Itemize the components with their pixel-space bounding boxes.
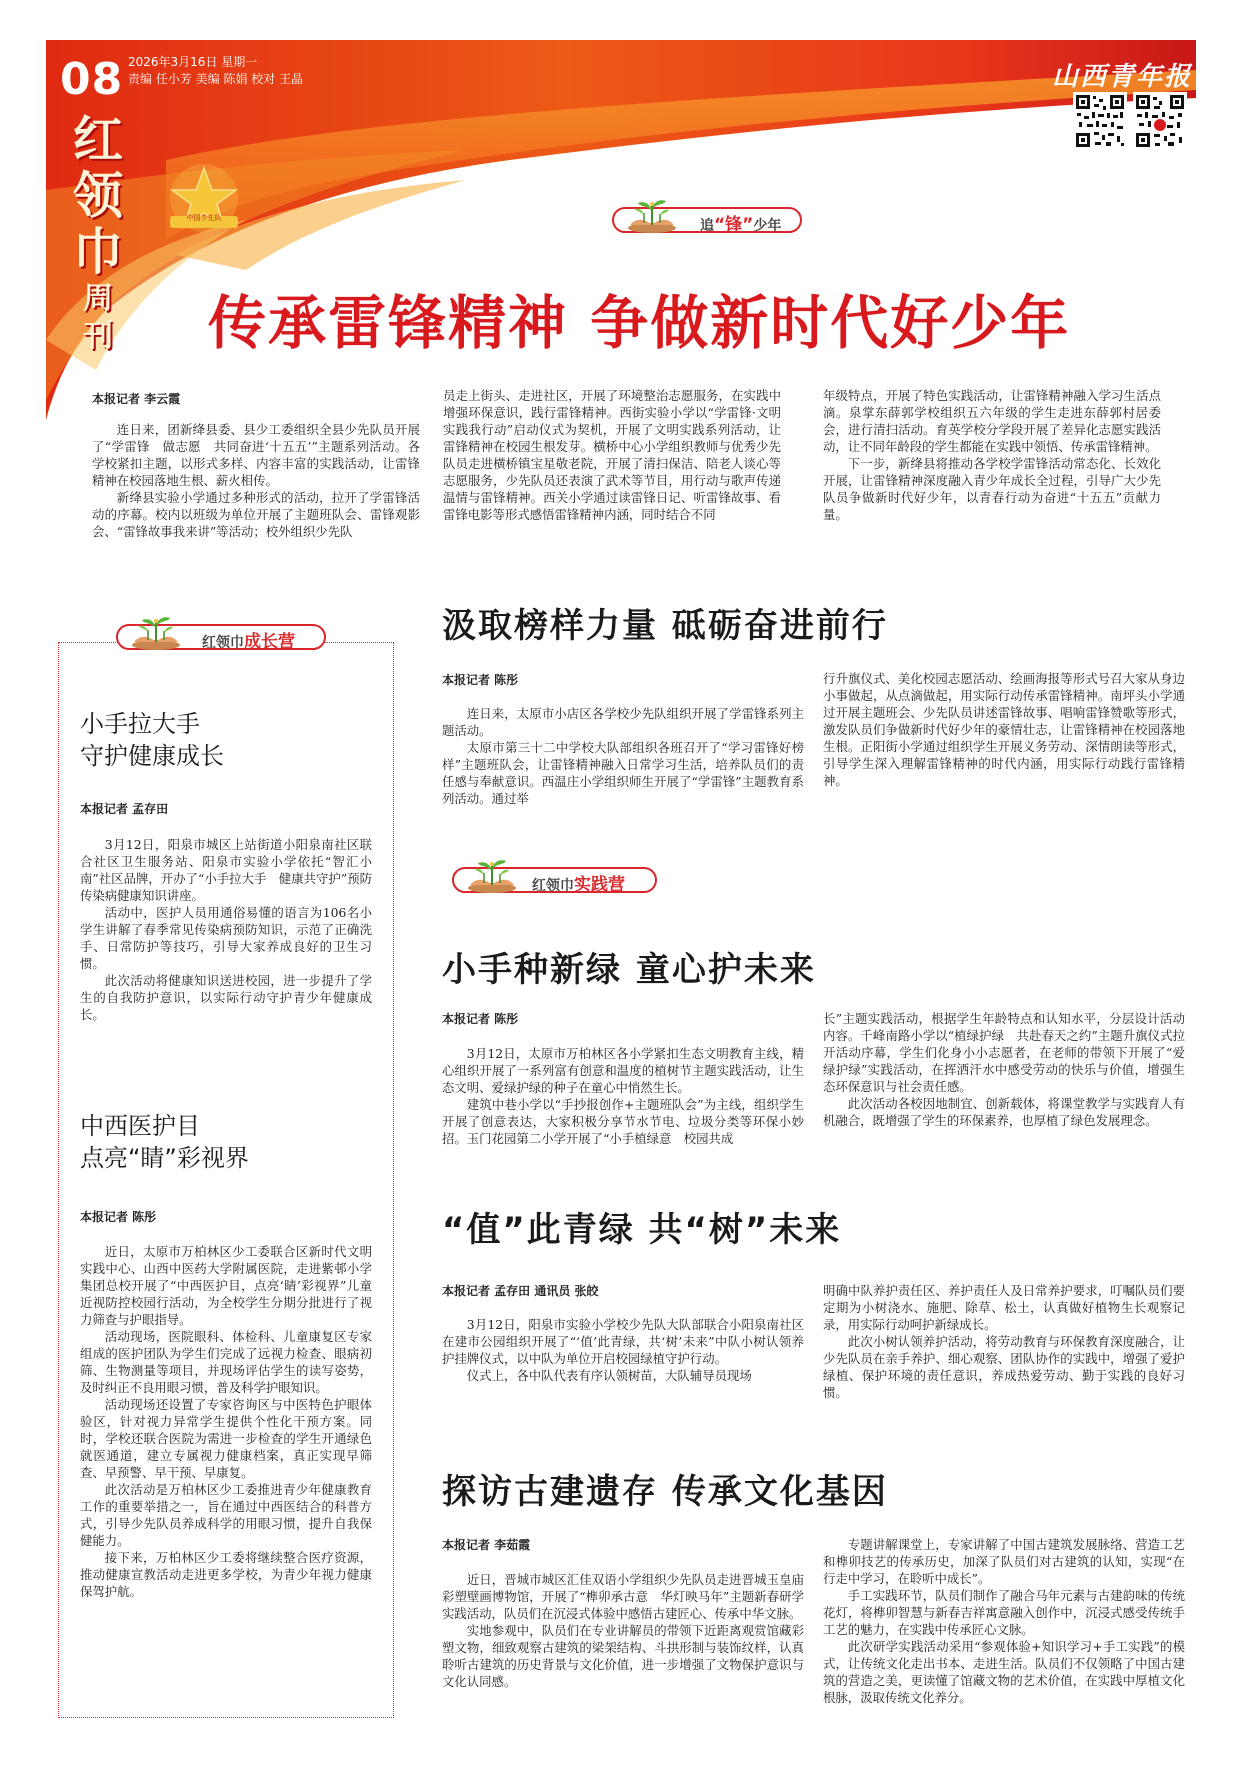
lead-column-3 — [823, 387, 1161, 523]
paragraph: 此次活动各校因地制宜、创新载体，将课堂教学与实践育人有机融合，既增强了学生的环保素养，也厚植了绿色发展理念。 — [823, 1096, 1185, 1128]
article-1-column-2 — [823, 670, 1185, 789]
paragraph: 此次活动将健康知识送进校园，进一步提升了学生的自我防护意识，以实际行动守护青少年健康成长。 — [80, 973, 372, 1022]
brand-weekly — [58, 280, 138, 356]
paragraph: 仪式上，各中队代表有序认领树苗，大队辅导员现场 — [466, 1368, 752, 1383]
issue-date: 2026年3月16日 星期一 — [128, 55, 258, 69]
article-2-column-1 — [442, 1045, 804, 1147]
paragraph: 连日来，太原市小店区各学校少先队组织开展了学雷锋系列主题活动。 — [442, 706, 804, 738]
paragraph: 近日，晋城市城区汇佳双语小学组织少先队员走进晋城玉皇庙彩塑壁画博物馆，开展了“榫卯承古意 华灯映马年”主题新春研学实践活动，队员们在沉浸式体验中感悟古建匠心、传承中华文脉。 — [442, 1572, 804, 1621]
sidebar-story-1-title — [80, 708, 224, 772]
article-3-column-1 — [442, 1316, 804, 1384]
badge-text: 中国少先队 — [186, 214, 222, 222]
title-line: 小手拉大手 — [80, 710, 200, 738]
article-4-byline: 本报记者 李茹霞 — [442, 1538, 531, 1552]
sidebar-story-2-byline: 本报记者 陈彤 — [80, 1210, 157, 1224]
article-1-byline: 本报记者 陈彤 — [442, 673, 519, 687]
paragraph: 活动现场，医院眼科、体检科、儿童康复区专家组成的医护团队为学生们完成了远视力检查、眼病初筛、生物测量等项目，并现场评估学生的读写姿势，及时纠正不良用眼习惯，普及科学护眼知识。 — [80, 1329, 372, 1395]
article-3-title: “值”此青绿 共“树”未来 — [442, 1210, 842, 1250]
brand-char: 刊 — [83, 319, 113, 354]
article-3-byline: 本报记者 孟存田 通讯员 张皎 — [442, 1284, 599, 1298]
sidebar-story-2-body — [80, 1243, 372, 1600]
brand-char: 周 — [83, 281, 113, 316]
staff-credits: 责编 任小芳 美编 陈娟 校对 王晶 — [128, 71, 304, 86]
lead-byline: 本报记者 李云霞 — [92, 392, 181, 406]
section-tag-growth-camp — [116, 612, 326, 650]
paragraph: 3月12日，阳泉市城区上站街道小阳泉南社区联合社区卫生服务站、阳泉市实验小学依托“智汇小南”社区品牌，开办了“小手拉大手 健康共守护”预防传染病健康知识讲座。 — [80, 837, 372, 903]
article-2-byline: 本报记者 陈彤 — [442, 1012, 519, 1026]
title-line: 点亮“睛”彩视界 — [80, 1144, 249, 1172]
paragraph: 年级特点，开展了特色实践活动，让雷锋精神融入学习生活点滴。泉掌东薛郭学校组织五六年级的学生走进东薛郭村居委会，进行清扫活动。育英学校分学段开展了差异化志愿实践活动，让不同年龄段的学生都能在实践中领悟、传承雷锋精神。 — [823, 388, 1161, 454]
qr-codes — [1073, 92, 1189, 150]
paragraph: 接下来，万柏林区少工委将继续整合医疗资源，推动健康宣教活动走进更多学校，为青少年视力健康保驾护航。 — [80, 1550, 372, 1599]
tag-pre: 追 — [700, 218, 714, 234]
section-tag-practice-camp — [452, 855, 657, 893]
sidebar-story-1-body — [80, 836, 372, 1023]
title-line: 中西医护目 — [80, 1112, 200, 1140]
article-1-column-1 — [442, 705, 804, 807]
tag-post: 少年 — [753, 218, 782, 234]
tag-label — [202, 627, 295, 652]
tag-pre: 红领巾 — [532, 878, 574, 894]
seedling-hands-icon — [126, 612, 186, 650]
qr-code-left — [1073, 92, 1127, 150]
paragraph: 太原市第三十二中学校大队部组织各班召开了“学习雷锋好榜样”主题班队会，让雷锋精神融入日常学习生活，培养队员们的责任感与奉献意识。西温庄小学组织师生开展了“学雷锋”主题教育系列活动。通过举 — [442, 740, 804, 806]
brand-red-scarf — [58, 112, 138, 280]
column-brand — [58, 112, 138, 356]
paragraph: 活动中，医护人员用通俗易懂的语言为106名小学生讲解了春季常见传染病预防知识，示范了正确洗手、日常防护等技巧，引导大家养成良好的卫生习惯。 — [80, 905, 372, 971]
tag-label — [532, 870, 625, 895]
article-4-column-1 — [442, 1571, 804, 1690]
dateline — [128, 54, 303, 88]
qr-code-right — [1133, 92, 1187, 150]
paragraph: 3月12日，阳泉市实验小学校少先队大队部联合小阳泉南社区在建市公园组织开展了“‘值’此青绿，共‘树’未来”中队小树认领养护挂牌仪式，以中队为单位开启校园绿植守护行动。 — [442, 1317, 804, 1366]
lead-column-2 — [443, 387, 781, 523]
paragraph: 下一步，新绛县将推动各学校学雷锋活动常态化、长效化开展，让雷锋精神深度融入青少年成长全过程，引导广大少先队员争做新时代好少年，以青春行动为奋进“十五五”贡献力量。 — [823, 456, 1161, 522]
paragraph: 长”主题实践活动，根据学生年龄特点和认知水平，分层设计活动内容。千峰南路小学以“植绿护绿 共赴春天之约”主题升旗仪式拉开活动序幕，学生们化身小小志愿者，在老师的带领下开展了“爱绿护绿”实践活动，在挥洒汗水中感受劳动的快乐与价值，增强生态环保意识与社会责任感。 — [823, 1011, 1185, 1094]
brand-char: 巾 — [73, 222, 123, 281]
paragraph: 活动现场还设置了专家咨询区与中医特色护眼体验区，针对视力异常学生提供个性化干预方案。同时，学校还联合医院为需进一步检查的学生开通绿色就医通道，建立专属视力健康档案，真正实现早筛查、早预警、早干预、早康复。 — [80, 1397, 372, 1480]
paragraph: 此次研学实践活动采用“参观体验+知识学习+手工实践”的模式，让传统文化走出书本、走进生活。队员们不仅领略了中国古建筑的营造之美，更读懂了馆藏文物的艺术价值，在实践中厚植文化根脉，汲取传统文化养分。 — [823, 1639, 1185, 1705]
paragraph: 建筑中巷小学以“手抄报创作+主题班队会”为主线，组织学生开展了创意表达，大家积极分享节水节电、垃圾分类等环保小妙招。玉门花园第二小学开展了“小手植绿意 校园共成 — [442, 1097, 804, 1146]
article-4-column-2 — [823, 1536, 1185, 1706]
article-2-title: 小手种新绿 童心护未来 — [442, 950, 816, 990]
article-4-title: 探访古建遗存 传承文化基因 — [442, 1472, 888, 1512]
seedling-hands-icon — [622, 195, 682, 233]
title-line: 守护健康成长 — [80, 742, 224, 770]
sidebar-story-2-title — [80, 1110, 249, 1174]
tag-pre: 红领巾 — [202, 635, 244, 651]
lead-column-1 — [92, 421, 420, 540]
article-2-column-2 — [823, 1010, 1185, 1129]
paragraph: 行升旗仪式、美化校园志愿活动、绘画海报等形式号召大家从身边小事做起，从点滴做起，用实际行动传承雷锋精神。南坪头小学通过开展主题班会、少先队员讲述雷锋故事、唱响雷锋赞歌等形式，激发队员们争做新时代好少年的豪情壮志，让雷锋精神在校园落地生根。正阳街小学通过组织学生开展义务劳动、深情朗读等形式，引导学生深入理解雷锋精神的时代内涵，用实际行动践行雷锋精神。 — [823, 671, 1185, 788]
newspaper-logo: 山西青年报 — [1051, 62, 1192, 92]
lead-headline: 传承雷锋精神 争做新时代好少年 — [208, 289, 1071, 357]
tag-label — [700, 210, 781, 235]
paragraph: 此次小树认领养护活动，将劳动教育与环保教育深度融合，让少先队员在亲手养护、细心观察、团队协作的实践中，增强了爱护绿植、保护环境的责任意识，养成热爱劳动、勤于实践的良好习惯。 — [823, 1334, 1185, 1400]
paragraph: 3月12日，太原市万柏林区各小学紧扣生态文明教育主线，精心组织开展了一系列富有创意和温度的植树节主题实践活动，让生态文明、爱绿护绿的种子在童心中悄然生长。 — [442, 1046, 804, 1095]
paragraph: 实地参观中，队员们在专业讲解员的带领下近距离观赏馆藏彩塑文物，细致观察古建筑的梁架结构、斗拱形制与装饰纹样，认真聆听古建筑的历史背景与文化价值，进一步增强了文物保护意识与文化认同感。 — [442, 1623, 804, 1689]
paragraph: 专题讲解课堂上，专家讲解了中国古建筑发展脉络、营造工艺和榫卯技艺的传承历史，加深了队员们对古建筑的认知，实现“在行走中学习，在聆听中成长”。 — [823, 1537, 1185, 1586]
section-tag-chase-feng — [612, 195, 802, 233]
tag-highlight: 成长营 — [244, 632, 295, 652]
paragraph: 近日，太原市万柏林区少工委联合区新时代文明实践中心、山西中医药大学附属医院，走进紫邨小学集团总校开展了“中西医护目，点亮‘睛’彩视界”儿童近视防控校园行活动，为全校学生分期分批进行了视力筛查与护眼指导。 — [80, 1244, 372, 1327]
article-3-column-2 — [823, 1282, 1185, 1401]
article-1-title: 汲取榜样力量 砥砺奋进前行 — [442, 606, 888, 646]
seedling-hands-icon — [462, 855, 522, 893]
paragraph: 手工实践环节，队员们制作了融合马年元素与古建韵味的传统花灯，将榫卯智慧与新春吉祥寓意融入创作中，沉浸式感受传统手工艺的魅力，在实践中传承匠心文脉。 — [823, 1588, 1185, 1637]
paragraph: 此次活动是万柏林区少工委推进青少年健康教育工作的重要举措之一，旨在通过中西医结合的科普方式，引导少先队员养成科学的用眼习惯，提升自我保健能力。 — [80, 1482, 372, 1548]
sidebar-story-1-byline: 本报记者 孟存田 — [80, 802, 169, 816]
page-number: 08 — [60, 54, 124, 105]
paragraph: 明确中队养护责任区、养护责任人及日常养护要求，叮嘱队员们要定期为小树浇水、施肥、除草、松土，认真做好植物生长观察记录，用实际行动呵护新绿成长。 — [823, 1283, 1185, 1332]
brand-char: 红 — [73, 110, 123, 169]
brand-char: 领 — [73, 166, 123, 225]
paragraph: 员走上街头、走进社区，开展了环境整治志愿服务，在实践中增强环保意识，践行雷锋精神。西街实验小学以“学雷锋·文明实践我行动”启动仪式为契机，开展了文明实践系列活动，让雷锋精神在校园生根发芽。横桥中心小学组织教师与优秀少先队员走进横桥镇宝星敬老院，开展了清扫保洁、陪老人谈心等志愿服务，少先队员还表演了武术等节目，用行动与歌声传递温情与雷锋精神。西关小学通过读雷锋日记、听雷锋故事、看雷锋电影等形式感悟雷锋精神内涵，同时结合不同 — [443, 388, 781, 522]
paragraph: 新绛县实验小学通过多种形式的活动，拉开了学雷锋活动的序幕。校内以班级为单位开展了主题班队会、雷锋观影会、“雷锋故事我来讲”等活动；校外组织少先队 — [92, 490, 420, 539]
tag-highlight: “锋” — [714, 215, 754, 235]
paragraph: 连日来，团新绛县委、县少工委组织全县少先队员开展了“学雷锋 做志愿 共同奋进‘十五五’”主题系列活动。各学校紧扣主题，以形式多样、内容丰富的实践活动，让雷锋精神在校园落地生根、薪火相传。 — [92, 422, 420, 488]
tag-highlight: 实践营 — [574, 875, 625, 895]
